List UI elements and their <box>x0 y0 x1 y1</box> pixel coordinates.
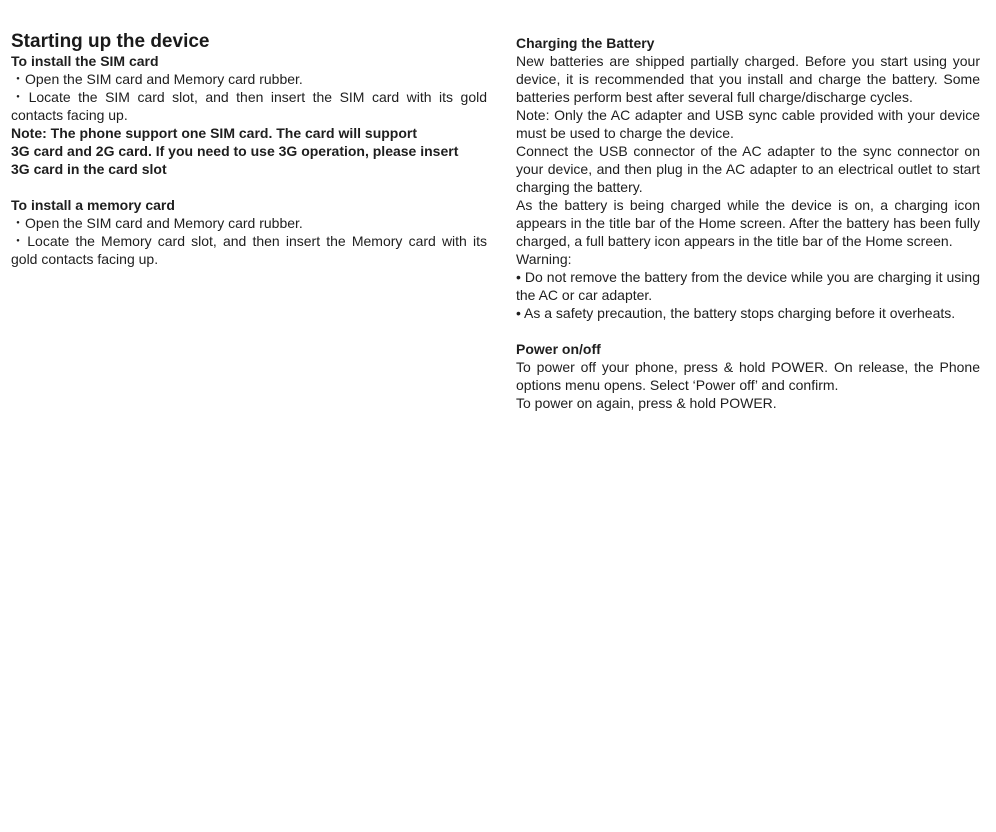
charging-paragraph-1: New batteries are shipped partially charged. Before you start using your device, it is recommended that you install and charge the battery. Some batteries perform best after several full charge/discharge cycles. <box>516 53 980 105</box>
power-paragraph-1: To power off your phone, press & hold POWER. On release, the Phone options menu opens. Select ‘Power off’ and confirm. <box>516 359 980 393</box>
section-spacer <box>516 322 980 340</box>
charging-note: Note: Only the AC adapter and USB sync cable provided with your device must be used to charge the device. <box>516 107 980 141</box>
warning-item-1: • Do not remove the battery from the device while you are charging it using the AC or car adapter. <box>516 269 980 303</box>
charging-heading: Charging the Battery <box>516 35 655 51</box>
sim-note-line-1: Note: The phone support one SIM card. The card will support <box>11 125 418 141</box>
sim-note-line-2: 3G card and 2G card. If you need to use 3G operation, please insert <box>11 143 459 159</box>
memory-step-2: ・Locate the Memory card slot, and then insert the Memory card with its gold contacts facing up. <box>11 233 487 267</box>
warning-label: Warning: <box>516 251 572 267</box>
charging-paragraph-3: Connect the USB connector of the AC adapter to the sync connector on your device, and then plug in the AC adapter to an electrical outlet to start charging the battery. <box>516 143 980 195</box>
sim-step-2: ・Locate the SIM card slot, and then insert the SIM card with its gold contacts facing up. <box>11 89 487 123</box>
memory-step-1: ・Open the SIM card and Memory card rubber. <box>11 215 303 231</box>
sim-note-line-3: 3G card in the card slot <box>11 161 167 177</box>
right-column <box>516 32 980 412</box>
sim-step-1: ・Open the SIM card and Memory card rubber. <box>11 71 303 87</box>
charging-paragraph-4: As the battery is being charged while the device is on, a charging icon appears in the title bar of the Home screen. After the battery has been fully charged, a full battery icon appears in the title bar of the Home screen. <box>516 197 980 249</box>
power-heading: Power on/off <box>516 341 601 357</box>
left-column <box>11 32 487 268</box>
section-spacer <box>11 178 487 196</box>
memory-install-heading: To install a memory card <box>11 197 175 213</box>
power-paragraph-2: To power on again, press & hold POWER. <box>516 395 777 411</box>
page-title: Starting up the device <box>11 31 210 52</box>
warning-item-2: • As a safety precaution, the battery stops charging before it overheats. <box>516 305 956 321</box>
sim-install-heading: To install the SIM card <box>11 53 159 69</box>
